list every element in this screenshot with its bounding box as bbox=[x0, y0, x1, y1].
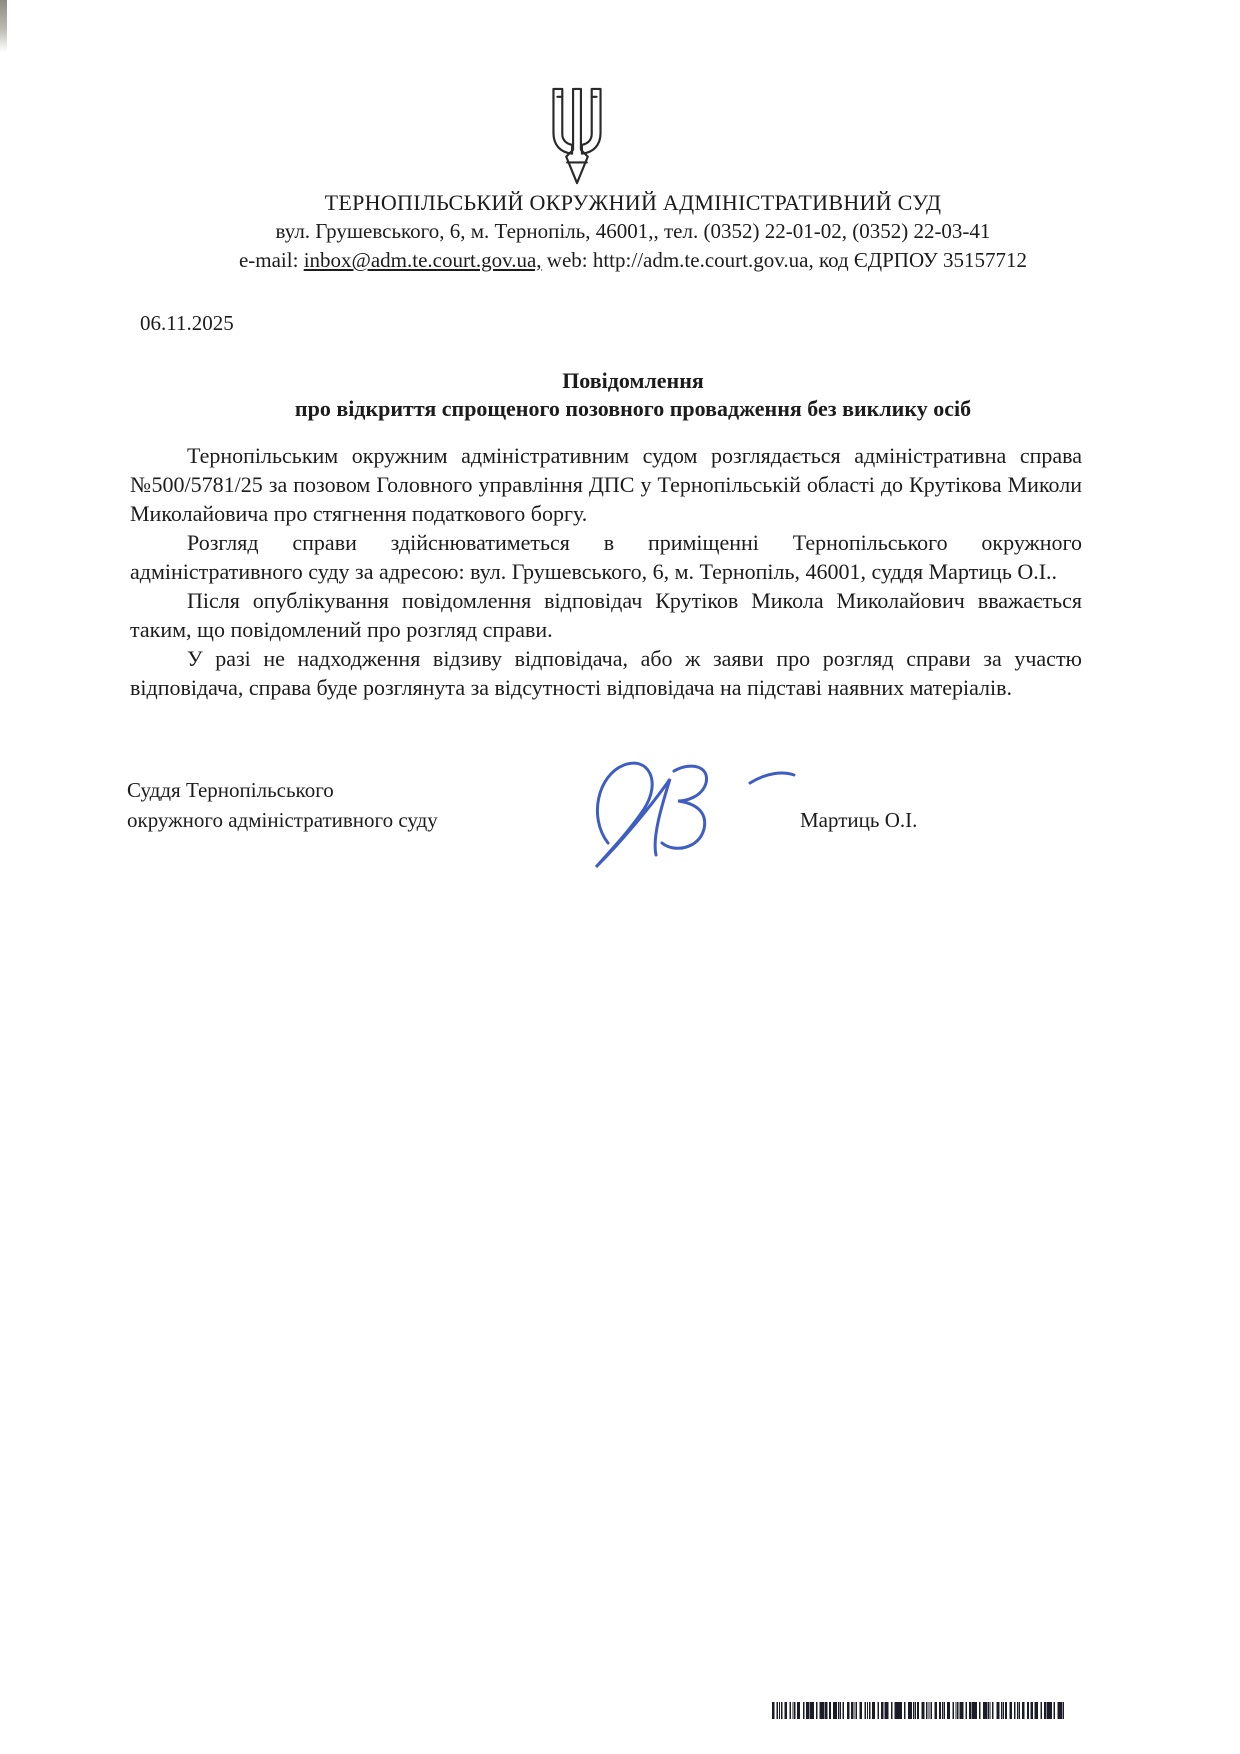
handwritten-signature bbox=[570, 745, 810, 880]
judge-name: Мартиць О.І. bbox=[800, 808, 918, 832]
email-link: inbox@adm.te.court.gov.ua, bbox=[303, 248, 542, 272]
document-date: 06.11.2025 bbox=[140, 311, 234, 335]
document-title-block bbox=[26, 367, 1240, 423]
court-address: вул. Грушевського, 6, м. Тернопіль, 46001,, тел. (0352) 22-01-02, (0352) 22-03-41 bbox=[275, 219, 991, 243]
email-label: e-mail: bbox=[238, 248, 304, 272]
body-paragraph-1: Тернопільським окружним адміністративним судом розглядається адміністративна справа №500/5781/25 за позовом Головного управління ДПС у Тернопільській області до Крутікова Миколи Миколайовича про стягнення податкового боргу. bbox=[130, 443, 1082, 526]
judge-position bbox=[127, 775, 438, 835]
body-paragraph-3: Після опублікування повідомлення відповідач Крутіков Микола Миколайович вважається таким, що повідомлений про розгляд справи. bbox=[130, 588, 1082, 642]
barcode bbox=[772, 1702, 1064, 1719]
court-contacts bbox=[26, 248, 1240, 273]
ukraine-trident-emblem-icon bbox=[543, 85, 611, 187]
scan-artifact bbox=[0, 0, 7, 52]
document-subtitle: про відкриття спрощеного позовного провадження без виклику осіб bbox=[294, 396, 972, 421]
document-title: Повідомлення bbox=[562, 368, 704, 393]
web-and-code: web: http://adm.te.court.gov.ua, код ЄДРПОУ 35157712 bbox=[541, 248, 1028, 272]
judge-position-line-2: окружного адміністративного суду bbox=[127, 808, 438, 832]
body-paragraph-2: Розгляд справи здійснюватиметься в приміщенні Тернопільського окружного адміністративного суду за адресою: вул. Грушевського, 6, м. Тернопіль, 46001, суддя Мартиць О.І.. bbox=[130, 530, 1082, 584]
judge-position-line-1: Суддя Тернопільського bbox=[127, 778, 334, 802]
document-body bbox=[130, 441, 1082, 702]
court-name: ТЕРНОПІЛЬСЬКИЙ ОКРУЖНИЙ АДМІНІСТРАТИВНИЙ СУД bbox=[324, 190, 942, 215]
body-paragraph-4: У разі не надходження відзиву відповідача, або ж заяви про розгляд справи за участю відповідача, справа буде розглянута за відсутності відповідача на підставі наявних матеріалів. bbox=[130, 646, 1082, 700]
